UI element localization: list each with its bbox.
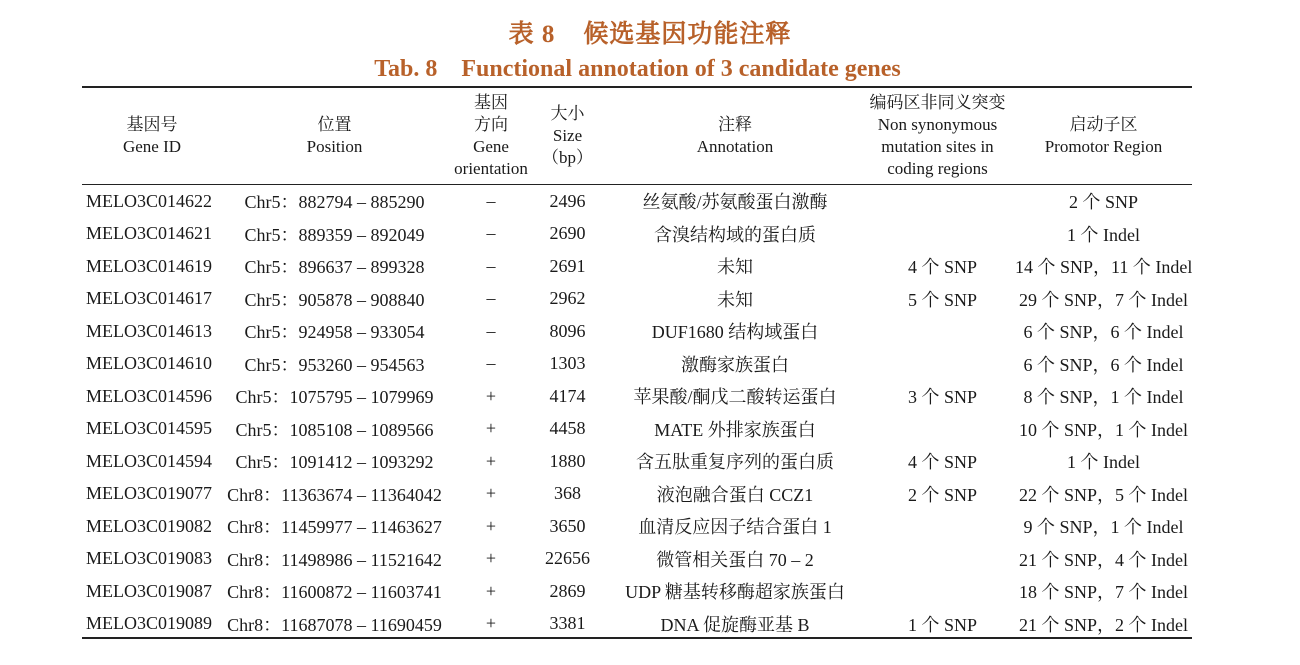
cell-promoter: 29 个 SNP，7 个 Indel: [1018, 289, 1188, 310]
cell-orientation: –: [486, 190, 496, 211]
cell-size: 2691: [549, 255, 586, 276]
table-row: [82, 315, 1192, 348]
header-orientation-cn-1: 基因: [474, 93, 508, 112]
cell-position: Chr5：1085108 – 1089566: [235, 419, 434, 440]
cell-nonsynonymous: [870, 510, 1015, 543]
cell-nonsynonymous: [870, 413, 1015, 446]
cell-size: 3381: [549, 613, 586, 634]
table-row: [82, 348, 1192, 381]
cell-orientation: –: [486, 320, 496, 341]
gene-table: [82, 185, 1192, 640]
cell-promoter: 8 个 SNP，1 个 Indel: [1023, 387, 1184, 408]
cell-position: Chr5：1075795 – 1079969: [235, 387, 434, 408]
cell-orientation: +: [485, 548, 497, 569]
header-gene-id: [82, 88, 222, 184]
table-row: [82, 478, 1192, 511]
header-nonsyn-en-2: mutation sites in: [881, 137, 994, 156]
cell-annotation: 液泡融合蛋白 CCZ1: [656, 484, 814, 505]
cell-size: 1303: [549, 353, 586, 374]
cell-gene-id: MELO3C019082: [86, 515, 212, 536]
cell-position: Chr5：1091412 – 1093292: [235, 452, 434, 473]
cell-promoter: 6 个 SNP，6 个 Indel: [1023, 322, 1184, 343]
table-caption-chinese: 候选基因功能注释: [583, 21, 792, 48]
cell-orientation: –: [486, 353, 496, 374]
cell-size: 368: [554, 483, 581, 504]
cell-size: 2962: [549, 288, 586, 309]
cell-orientation: +: [485, 385, 497, 406]
cell-annotation: 含溴结构域的蛋白质: [654, 224, 816, 245]
header-position-en: Position: [306, 137, 363, 156]
cell-position: Chr8：11687078 – 11690459: [227, 614, 442, 635]
cell-promoter: 2 个 SNP: [1068, 192, 1139, 213]
cell-size: 2690: [549, 223, 586, 244]
header-orientation-en-2: orientation: [454, 159, 528, 178]
cell-orientation: –: [486, 255, 496, 276]
cell-size: 8096: [549, 320, 586, 341]
cell-orientation: +: [485, 483, 497, 504]
cell-orientation: +: [485, 515, 497, 536]
table-row: [82, 543, 1192, 576]
cell-annotation: 丝氨酸/苏氨酸蛋白激酶: [642, 192, 828, 213]
header-orientation-en-1: Gene: [473, 137, 509, 156]
cell-position: Chr5：896637 – 899328: [244, 257, 425, 278]
cell-annotation: 未知: [717, 289, 753, 310]
cell-promoter: 10 个 SNP，1 个 Indel: [1018, 419, 1188, 440]
cell-position: Chr5：905878 – 908840: [244, 289, 425, 310]
cell-size: 3650: [549, 515, 586, 536]
cell-nonsynonymous: [870, 348, 1015, 381]
cell-gene-id: MELO3C019083: [86, 548, 212, 569]
cell-gene-id: MELO3C019077: [86, 483, 212, 504]
header-promoter: [1015, 88, 1192, 184]
cell-promoter: 14 个 SNP，11 个 Indel: [1015, 257, 1193, 278]
cell-position: Chr8：11600872 – 11603741: [227, 582, 442, 603]
cell-annotation: 苹果酸/酮戊二酸转运蛋白: [633, 387, 837, 408]
header-orientation: [447, 88, 535, 184]
cell-nonsynonymous: [870, 575, 1015, 608]
table-row: [82, 575, 1192, 608]
cell-gene-id: MELO3C014594: [86, 450, 212, 471]
cell-promoter: 6 个 SNP，6 个 Indel: [1023, 354, 1184, 375]
header-position: [222, 88, 447, 184]
cell-position: Chr5：889359 – 892049: [244, 224, 425, 245]
cell-size: 2496: [549, 190, 586, 211]
header-gene-id-cn: 基因号: [126, 115, 178, 134]
table-row: [82, 250, 1192, 283]
cell-orientation: –: [486, 223, 496, 244]
header-position-cn: 位置: [317, 115, 352, 134]
header-nonsyn-cn: 编码区非同义突变: [869, 93, 1006, 112]
cell-position: Chr5：882794 – 885290: [244, 192, 425, 213]
table-row: [82, 185, 1192, 218]
cell-annotation: UDP 糖基转移酶超家族蛋白: [625, 582, 845, 603]
cell-gene-id: MELO3C014617: [86, 288, 212, 309]
header-annotation: [600, 88, 870, 184]
cell-gene-id: MELO3C014621: [86, 223, 212, 244]
gene-table-body: [82, 185, 1192, 640]
cell-orientation: +: [485, 450, 497, 471]
cell-nonsynonymous: [870, 218, 1015, 251]
cell-annotation: MATE 外排家族蛋白: [654, 419, 816, 440]
header-size: [535, 88, 600, 184]
header-promoter-cn: 启动子区: [1069, 115, 1138, 134]
cell-gene-id: MELO3C014622: [86, 190, 212, 211]
cell-gene-id: MELO3C014610: [86, 353, 212, 374]
cell-nonsynonymous: 1 个 SNP: [907, 614, 978, 635]
cell-annotation: DNA 促旋酶亚基 B: [660, 614, 810, 635]
cell-gene-id: MELO3C019089: [86, 613, 212, 634]
table-row: [82, 510, 1192, 543]
table-number-chinese: 表 8: [508, 21, 556, 48]
cell-orientation: –: [486, 288, 496, 309]
header-annotation-en: Annotation: [696, 137, 774, 156]
cell-promoter: 22 个 SNP，5 个 Indel: [1018, 484, 1188, 505]
cell-size: 1880: [549, 450, 586, 471]
cell-gene-id: MELO3C014619: [86, 255, 212, 276]
header-size-unit: （bp）: [542, 148, 593, 167]
cell-annotation: 未知: [717, 257, 753, 278]
header-annotation-cn: 注释: [718, 115, 752, 134]
cell-annotation: 含五肽重复序列的蛋白质: [636, 452, 834, 473]
cell-annotation: 血清反应因子结合蛋白 1: [638, 517, 832, 538]
cell-promoter: 21 个 SNP，4 个 Indel: [1018, 549, 1188, 570]
cell-gene-id: MELO3C014596: [86, 385, 212, 406]
table-number-english: Tab. 8: [374, 56, 438, 82]
cell-nonsynonymous: [870, 543, 1015, 576]
cell-size: 2869: [549, 580, 586, 601]
cell-gene-id: MELO3C014613: [86, 320, 212, 341]
cell-size: 22656: [545, 548, 590, 569]
cell-promoter: 18 个 SNP，7 个 Indel: [1018, 582, 1188, 603]
table-row: [82, 218, 1192, 251]
cell-nonsynonymous: 5 个 SNP: [907, 289, 978, 310]
header-nonsyn-en-1: Non synonymous: [877, 115, 998, 134]
cell-gene-id: MELO3C014595: [86, 418, 212, 439]
cell-annotation: 激酶家族蛋白: [681, 354, 789, 375]
cell-position: Chr8：11459977 – 11463627: [227, 517, 442, 538]
cell-nonsynonymous: 3 个 SNP: [907, 387, 978, 408]
header-size-en: Size: [552, 126, 583, 145]
header-gene-id-en: Gene ID: [122, 137, 182, 156]
header-size-cn: 大小: [550, 104, 585, 123]
cell-promoter: 1 个 Indel: [1067, 452, 1140, 473]
cell-nonsynonymous: 4 个 SNP: [907, 257, 978, 278]
cell-promoter: 1 个 Indel: [1067, 224, 1140, 245]
cell-orientation: +: [485, 613, 497, 634]
cell-position: Chr8：11363674 – 11364042: [227, 484, 442, 505]
cell-annotation: DUF1680 结构域蛋白: [651, 322, 819, 343]
table-title-english: [0, 56, 1275, 83]
table-row: [82, 608, 1192, 641]
table-row: [82, 413, 1192, 446]
table-row: [82, 283, 1192, 316]
header-orientation-cn-2: 方向: [474, 115, 508, 134]
cell-nonsynonymous: 2 个 SNP: [907, 484, 978, 505]
header-promoter-en: Promotor Region: [1044, 137, 1163, 156]
header-nonsyn-en-3: coding regions: [887, 159, 988, 178]
cell-orientation: +: [485, 418, 497, 439]
cell-size: 4174: [549, 385, 586, 406]
table-title-chinese: [0, 14, 1300, 50]
table-row: [82, 445, 1192, 478]
cell-position: Chr8：11498986 – 11521642: [227, 549, 442, 570]
cell-gene-id: MELO3C019087: [86, 580, 212, 601]
header-nonsynonymous: [855, 88, 1020, 184]
cell-promoter: 21 个 SNP，2 个 Indel: [1018, 614, 1188, 635]
cell-orientation: +: [485, 580, 497, 601]
cell-nonsynonymous: [870, 315, 1015, 348]
cell-annotation: 微管相关蛋白 70 – 2: [656, 549, 814, 570]
table-row: [82, 380, 1192, 413]
cell-position: Chr5：953260 – 954563: [244, 354, 425, 375]
cell-nonsynonymous: 4 个 SNP: [907, 452, 978, 473]
cell-size: 4458: [549, 418, 586, 439]
cell-promoter: 9 个 SNP，1 个 Indel: [1023, 517, 1184, 538]
cell-nonsynonymous: [870, 185, 1015, 218]
cell-position: Chr5：924958 – 933054: [244, 322, 425, 343]
table-caption-english: Functional annotation of 3 candidate genes: [461, 56, 901, 82]
